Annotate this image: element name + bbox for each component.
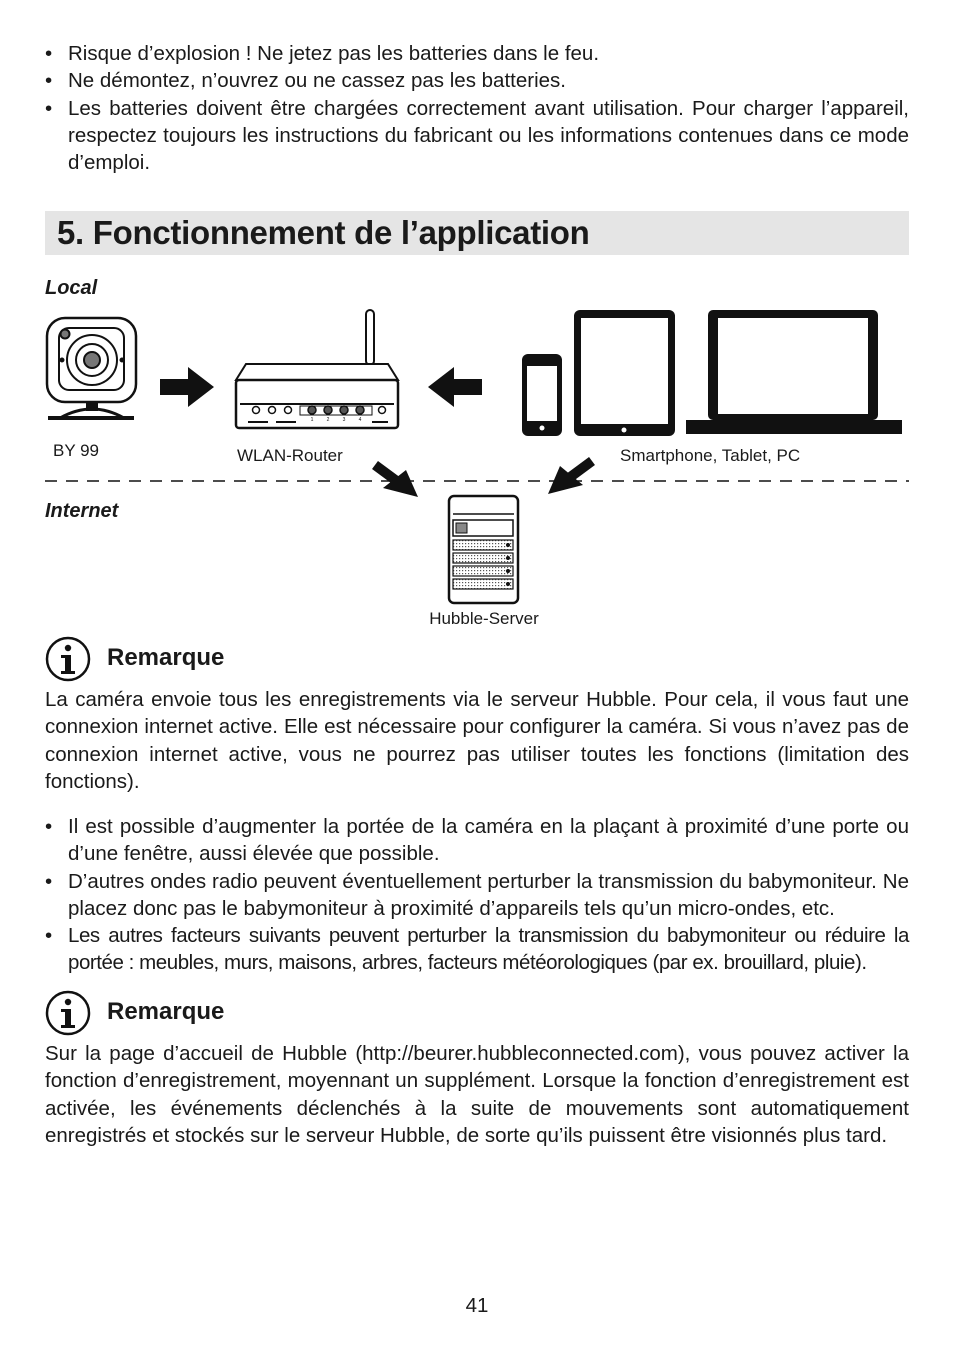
router-label: WLAN-Router	[237, 446, 343, 465]
arrow-down-left-icon	[548, 461, 592, 494]
bullet-item: • D’autres ondes radio peuvent éventuellement perturber la transmission du babymoniteur. Ne placez donc pas le babymoniteur à proximité d’appareils tels qu’un micro-ondes, etc.	[45, 868, 909, 923]
laptop-icon	[686, 310, 902, 434]
smartphone-icon	[522, 354, 562, 436]
network-diagram	[0, 270, 954, 640]
note-title: Remarque	[107, 998, 225, 1025]
note-title: Remarque	[107, 644, 225, 671]
local-label: Local	[45, 277, 98, 299]
server-icon	[449, 496, 518, 603]
devices-label: Smartphone, Tablet, PC	[620, 446, 801, 465]
router-port-number: 4	[358, 417, 362, 423]
bullet-item: • Les batteries doivent être chargées correctement avant utilisation. Pour charger l’appareil, respectez toujours les instructions du fabricant ou les informations contenues dans ce mode d’emploi.	[45, 95, 909, 177]
note-text: Sur la page d’accueil de Hubble (http://beurer.hubbleconnected.com), vous pouvez activer la fonction d’enregistrement, moyennant un supplément. Lorsque la fonction d’enregistrement est activée, les événements déclenchés à la suite de mouvements sont automatiquement enregistrés et stockés sur le serveur Hubble, de sorte qu’ils puissent être visionnés plus tard.	[45, 1042, 909, 1147]
router-port-number: 1	[310, 417, 314, 423]
bullet-item: • Risque d’explosion ! Ne jetez pas les batteries dans le feu.	[45, 40, 909, 67]
page-number: 41	[465, 1294, 489, 1317]
bullet-item: • Ne démontez, n’ouvrez ou ne cassez pas les batteries.	[45, 67, 909, 94]
arrow-right-icon	[160, 367, 214, 407]
range-tips-bullet-list	[45, 813, 909, 977]
camera-label: BY 99	[53, 441, 100, 460]
note-heading	[45, 636, 445, 682]
section-header-bar	[45, 211, 909, 255]
warning-bullet-list	[45, 40, 909, 176]
router-icon	[236, 310, 398, 428]
tablet-icon	[574, 310, 675, 436]
router-port-number: 3	[342, 417, 346, 423]
arrow-left-icon	[428, 367, 482, 407]
server-label: Hubble-Server	[429, 609, 539, 628]
info-icon	[45, 990, 91, 1036]
router-port-number: 2	[326, 417, 330, 423]
bullet-item: • Il est possible d’augmenter la portée de la caméra en la plaçant à proximité d’une porte ou d’une fenêtre, aussi élevée que possible.	[45, 813, 909, 868]
section-title: 5. Fonctionnement de l’application	[57, 214, 590, 251]
camera-icon	[47, 318, 136, 418]
internet-label: Internet	[45, 500, 119, 522]
note-text: La caméra envoie tous les enregistrements via le serveur Hubble. Pour cela, il vous faut une connexion internet active. Elle est nécessaire pour configurer la caméra. Si vous n’avez pas de connexion internet active, vous ne pourrez pas utiliser toutes les fonctions (limitation des fonctions).	[45, 688, 909, 793]
info-icon	[45, 636, 91, 682]
note-heading	[45, 990, 445, 1036]
bullet-item: • Les autres facteurs suivants peuvent perturber la transmission du babymoniteur ou réduire la portée : meubles, murs, maisons, arbres, facteurs météorologiques (par ex. brouillard, pluie).	[45, 922, 909, 977]
